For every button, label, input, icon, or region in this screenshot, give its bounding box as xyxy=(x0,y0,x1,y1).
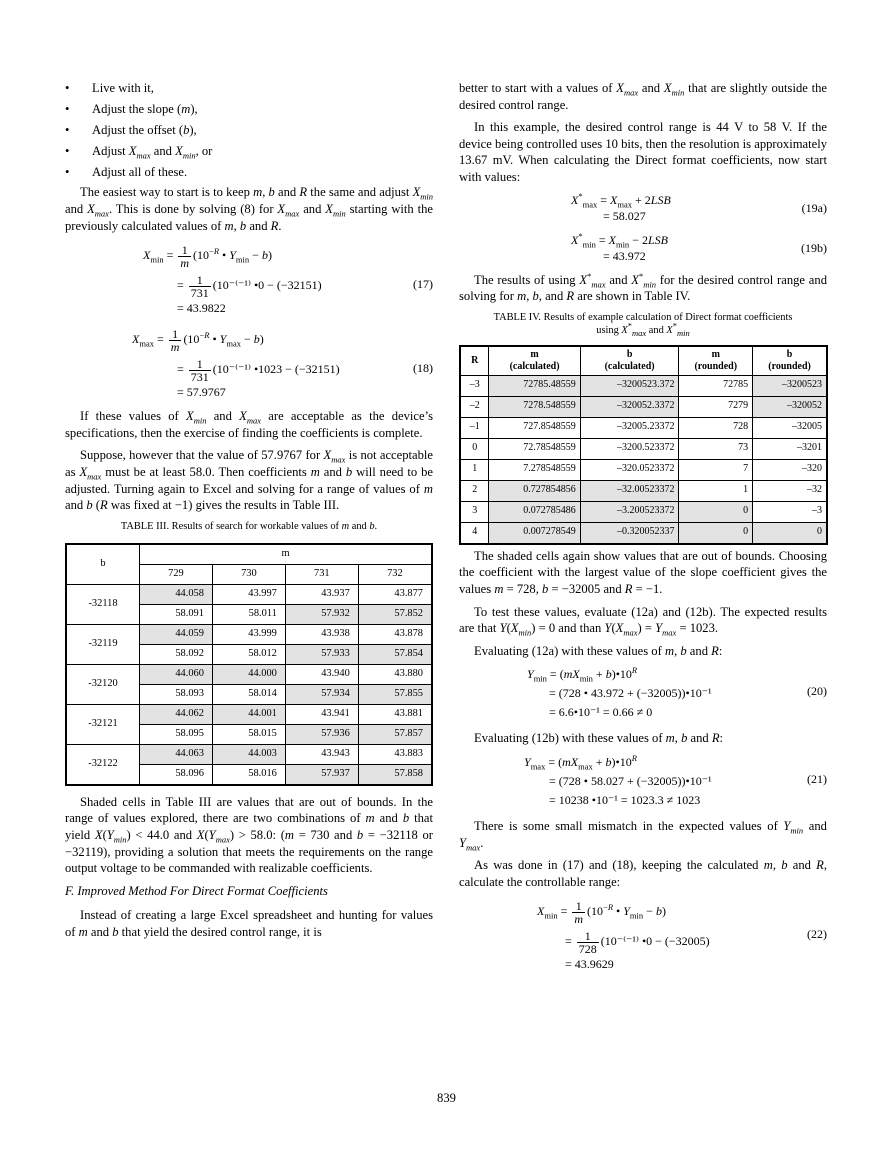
table-cell: –3.200523372 xyxy=(580,501,679,522)
table-cell: 73 xyxy=(679,438,753,459)
section-heading: F. Improved Method For Direct Format Coefficients xyxy=(65,883,328,898)
equation-18: (18) $X_{max}$ = $\frac{1}{m}$ ($10^{-R}$ • $Y_{max} - b$) = $\frac{1}{731}$ (10⁻⁽⁻¹⁾ •1023 − (−32151) = 57.9767 xyxy=(132,326,433,400)
bullet-item: • Adjust the offset (b), xyxy=(65,122,197,137)
paragraph: better to start with a values of $X_{max}$ and $X_{min}$ that are slightly outside the desired control range. xyxy=(459,81,828,112)
paragraph: The easiest way to start is to keep m, b and R the same and adjust $X_{min}$ and $X_{max}$. This is done by solving (8) for $X_{max}$ and $X_{min}$ starting with the previously calculated values of m, b and R. xyxy=(65,185,434,233)
paragraph: Instead of creating a large Excel spreadsheet and hunting for values of m and b that yield the desired control range, it is xyxy=(65,908,433,939)
table-4-caption: TABLE IV. Results of example calculation of Direct format coefficients using $X^*_{max}$ and $X^*_{min}$ xyxy=(459,311,827,337)
table-b-cell: -32118 xyxy=(66,584,140,624)
table-cell: 72.78548559 xyxy=(489,438,580,459)
table-cell: 58.093 xyxy=(140,684,213,704)
table-cell: 0 xyxy=(679,501,753,522)
bullet-item: • Adjust $X_{max}$ and $X_{min}$, or xyxy=(65,143,213,161)
paragraph: There is some small mismatch in the expected values of $Y_{min}$ and $Y_{max}$. xyxy=(459,818,827,853)
table-cell: –32 xyxy=(753,480,827,501)
paragraph: To test these values, evaluate (12a) and (12b). The expected results are that $Y(X_{min}) = 0$ and than $Y(X_{max}) = Y_{max} = 1023$. xyxy=(459,604,827,638)
table-header: m (calculated) xyxy=(489,346,580,376)
table-cell: 7279 xyxy=(679,396,753,417)
table-row xyxy=(460,459,827,480)
table-header: m xyxy=(140,544,433,565)
table-m-header: 732 xyxy=(358,564,432,584)
bullet-list xyxy=(65,80,433,180)
table-cell: 0 xyxy=(679,522,753,544)
table-cell: 57.933 xyxy=(285,644,358,664)
table-cell: 1 xyxy=(679,480,753,501)
table-cell: –32.00523372 xyxy=(580,480,679,501)
table-cell: 44.003 xyxy=(212,744,285,764)
caption-line: TABLE IV. Results of example calculation of Direct format coefficients xyxy=(493,311,793,323)
equation-22: (22) $X_{min}$ = $\frac{1}{m}$ ($10^{-R}$ • $Y_{min} - b$) = $\frac{1}{728}$ (10⁻⁽⁻¹⁾ •0 − (−32005) = 43.9629 xyxy=(537,899,827,972)
equation-21: (21) $Y_{max} = (mX_{max}$ + $b)•10^R$ = (728 • 58.027 + (−32005))•10⁻¹ = 10238 •10⁻¹ = 1023.3 ≠ 1023 xyxy=(459,753,827,810)
table-m-header: 730 xyxy=(212,564,285,584)
equation-result: = 57.9767 xyxy=(177,385,226,400)
table-cell: 0.072785486 xyxy=(489,501,580,522)
table-cell: –3200523 xyxy=(753,375,827,396)
table-row xyxy=(66,744,432,764)
table-cell: 7278.548559 xyxy=(489,396,580,417)
table-cell: 43.878 xyxy=(358,624,432,644)
table-cell: 44.062 xyxy=(140,704,213,724)
table-cell: 43.941 xyxy=(285,704,358,724)
table-m-header: 731 xyxy=(285,564,358,584)
bullet-item: • Live with it, xyxy=(65,81,154,95)
table-cell: 43.883 xyxy=(358,744,432,764)
table-cell: 58.011 xyxy=(212,604,285,624)
table-cell: 57.852 xyxy=(358,604,432,624)
table-b-cell: -32122 xyxy=(66,744,140,785)
paragraph: The results of using $X^*_{max}$ and $X^*_{min}$ for the desired control range and solving for m, b, and R are shown in Table IV. xyxy=(459,270,827,304)
table-cell: 727.8548559 xyxy=(489,417,580,438)
table-cell: –3200.523372 xyxy=(580,438,679,459)
paragraph: Evaluating (12a) with these values of m, b and R: xyxy=(474,643,723,658)
equation-line: (10⁻⁽⁻¹⁾ •1023 − (−32151) xyxy=(212,362,340,377)
table-row xyxy=(460,522,827,544)
left-column xyxy=(65,80,433,947)
table-cell: 728 xyxy=(679,417,753,438)
table-cell: –3200523.372 xyxy=(580,375,679,396)
table-cell: 43.943 xyxy=(285,744,358,764)
table-header: b (calculated) xyxy=(580,346,679,376)
table-cell: 7 xyxy=(679,459,753,480)
equation-denominator: 731 xyxy=(190,285,209,300)
equation-number: (17) xyxy=(413,277,433,292)
table-b-cell: -32119 xyxy=(66,624,140,664)
table-cell: 43.881 xyxy=(358,704,432,724)
table-cell: 44.060 xyxy=(140,664,213,684)
equation-number: (22) xyxy=(807,927,827,942)
equation-19a: (19a) $X^*_{max} = X_{max} + 2LSB$ = 58.027 xyxy=(571,190,827,223)
table-cell: 57.857 xyxy=(358,724,432,744)
table-row xyxy=(66,624,432,644)
table-cell: –3201 xyxy=(753,438,827,459)
table-cell: 58.091 xyxy=(140,604,213,624)
equation-result: = 10238 •10⁻¹ = 1023.3 ≠ 1023 xyxy=(549,792,701,807)
table-row xyxy=(460,417,827,438)
table-cell: –1 xyxy=(460,417,489,438)
equation-line: = (728 • 43.972 + (−32005))•10⁻¹ xyxy=(549,686,712,701)
table-4 xyxy=(459,345,828,545)
table-cell: 58.014 xyxy=(212,684,285,704)
equation-result: = 6.6•10⁻¹ = 0.66 ≠ 0 xyxy=(549,705,653,720)
table-cell: 43.937 xyxy=(285,584,358,604)
equation-line: (10⁻⁽⁻¹⁾ •0 − (−32151) xyxy=(212,278,322,293)
table-cell: 57.932 xyxy=(285,604,358,624)
right-column xyxy=(459,80,827,980)
equation-result: = 43.9822 xyxy=(177,301,226,316)
table-cell: 58.095 xyxy=(140,724,213,744)
equation-result: = 43.9629 xyxy=(565,957,614,972)
table-cell: 43.997 xyxy=(212,584,285,604)
table-cell: 43.938 xyxy=(285,624,358,644)
table-cell: 4 xyxy=(460,522,489,544)
table-row xyxy=(460,438,827,459)
bullet-item: • Adjust all of these. xyxy=(65,164,188,179)
equation-19b: (19b) $X^*_{min} = X_{min} - 2LSB$ = 43.972 xyxy=(571,230,827,263)
table-row xyxy=(66,664,432,684)
table-header: m (rounded) xyxy=(679,346,753,376)
table-3 xyxy=(65,543,433,786)
table-cell: –32005 xyxy=(753,417,827,438)
table-cell: 57.936 xyxy=(285,724,358,744)
table-cell: 2 xyxy=(460,480,489,501)
page-number: 839 xyxy=(437,1091,456,1105)
paragraph: If these values of $X_{min}$ and $X_{max}$ are acceptable as the device’s specifications, then the exercise of finding the coefficients is complete. xyxy=(65,409,433,440)
table-cell: 58.092 xyxy=(140,644,213,664)
table-cell: 57.854 xyxy=(358,644,432,664)
table-cell: 44.058 xyxy=(140,584,213,604)
table-3-caption: TABLE III. Results of search for workable values of m and b. xyxy=(120,520,378,532)
table-cell: 0 xyxy=(460,438,489,459)
table-row xyxy=(460,501,827,522)
table-cell: 57.855 xyxy=(358,684,432,704)
table-cell: –320052.3372 xyxy=(580,396,679,417)
table-cell: 1 xyxy=(460,459,489,480)
paragraph: Evaluating (12b) with these values of m, b and R: xyxy=(474,731,724,746)
table-cell: 57.934 xyxy=(285,684,358,704)
table-cell: 43.999 xyxy=(212,624,285,644)
table-cell: 3 xyxy=(460,501,489,522)
equation-denominator: 728 xyxy=(578,942,597,957)
equation-17: (17) $X_{min}$ = $\frac{1}{m}$ ($10^{-R}$ • $Y_{min} - b$) = $\frac{1}{731}$ (10⁻⁽⁻¹⁾ •0 − (−32151) = 43.9822 xyxy=(143,242,433,316)
table-cell: 57.937 xyxy=(285,764,358,785)
table-cell: 44.000 xyxy=(212,664,285,684)
table-cell: 0.007278549 xyxy=(489,522,580,544)
table-cell: 44.001 xyxy=(212,704,285,724)
equation-20: (20) $Y_{min} = (mX_{min}$ + $b)•10^R$ = (728 • 43.972 + (−32005))•10⁻¹ = 6.6•10⁻¹ = 0.66 ≠ 0 xyxy=(459,665,827,722)
table-cell: –0.320052337 xyxy=(580,522,679,544)
paragraph: Shaded cells in Table III are values that are out of bounds. In the range of values explored, there are two combinations of m and b that yield $X(Y_{min}) < 44.0$ and $X(Y_{max}) > 58.0$: (m = 730 and b = −32118 or −32119), providing a solution that meets the requirements on the range output voltage to be commanded with realizable coefficients. xyxy=(65,794,433,876)
table-cell: 72785 xyxy=(679,375,753,396)
table-m-header: 729 xyxy=(140,564,213,584)
paragraph: In this example, the desired control range is 44 V to 58 V. If the device being controlled uses 10 bits, then the resolution is approximately 13.67 mV. When calculating the Direct format coefficients, now start with values: xyxy=(459,120,827,184)
table-b-cell: -32121 xyxy=(66,704,140,744)
table-header: b xyxy=(66,544,140,585)
table-cell: –2 xyxy=(460,396,489,417)
table-cell: 58.096 xyxy=(140,764,213,785)
table-header: b (rounded) xyxy=(753,346,827,376)
equation-number: (21) xyxy=(807,771,827,786)
table-cell: –3 xyxy=(460,375,489,396)
equation-number: (19a) xyxy=(801,200,827,215)
table-cell: 44.063 xyxy=(140,744,213,764)
table-row xyxy=(460,375,827,396)
table-cell: 58.016 xyxy=(212,764,285,785)
table-cell: 43.877 xyxy=(358,584,432,604)
table-row xyxy=(460,396,827,417)
equation-number: (19b) xyxy=(801,240,827,255)
table-header: R xyxy=(460,346,489,376)
table-cell: –32005.23372 xyxy=(580,417,679,438)
table-row xyxy=(460,480,827,501)
equation-line: (10⁻⁽⁻¹⁾ •0 − (−32005) xyxy=(600,934,710,949)
table-cell: –320.0523372 xyxy=(580,459,679,480)
table-cell: –320 xyxy=(753,459,827,480)
paragraph: As was done in (17) and (18), keeping the calculated m, b and R, calculate the controllable range: xyxy=(459,858,827,889)
equation-result: = 43.972 xyxy=(603,248,646,263)
equation-number: (20) xyxy=(807,684,827,699)
paragraph: The shaded cells again show values that are out of bounds. Choosing the coefficient with the largest value of the slope coefficient gives the values m = 728, b = −32005 and R = −1. xyxy=(459,548,827,596)
equation-denominator: 731 xyxy=(190,369,209,384)
table-cell: –3 xyxy=(753,501,827,522)
table-cell: 43.880 xyxy=(358,664,432,684)
equation-number: (18) xyxy=(413,361,433,376)
table-cell: 57.858 xyxy=(358,764,432,785)
table-cell: 7.278548559 xyxy=(489,459,580,480)
table-b-cell: -32120 xyxy=(66,664,140,704)
paragraph: Suppose, however that the value of 57.9767 for $X_{max}$ is not acceptable as $X_{max}$ must be at least 58.0. Then coefficients m and b will need to be adjusted. Turning again to Excel and solving for a range of values of m and b (R was fixed at −1) gives the results in Table III. xyxy=(65,448,433,513)
equation-line: = (728 • 58.027 + (−32005))•10⁻¹ xyxy=(549,773,712,788)
table-cell: 58.012 xyxy=(212,644,285,664)
equation-result: = 58.027 xyxy=(603,208,646,223)
bullet-item: • Adjust the slope (m), xyxy=(65,101,198,116)
table-cell: 72785.48559 xyxy=(489,375,580,396)
table-cell: 58.015 xyxy=(212,724,285,744)
table-cell: 0.727854856 xyxy=(489,480,580,501)
table-row xyxy=(66,584,432,604)
table-cell: 44.059 xyxy=(140,624,213,644)
table-cell: 43.940 xyxy=(285,664,358,684)
table-row xyxy=(66,704,432,724)
table-cell: 0 xyxy=(753,522,827,544)
table-cell: –320052 xyxy=(753,396,827,417)
